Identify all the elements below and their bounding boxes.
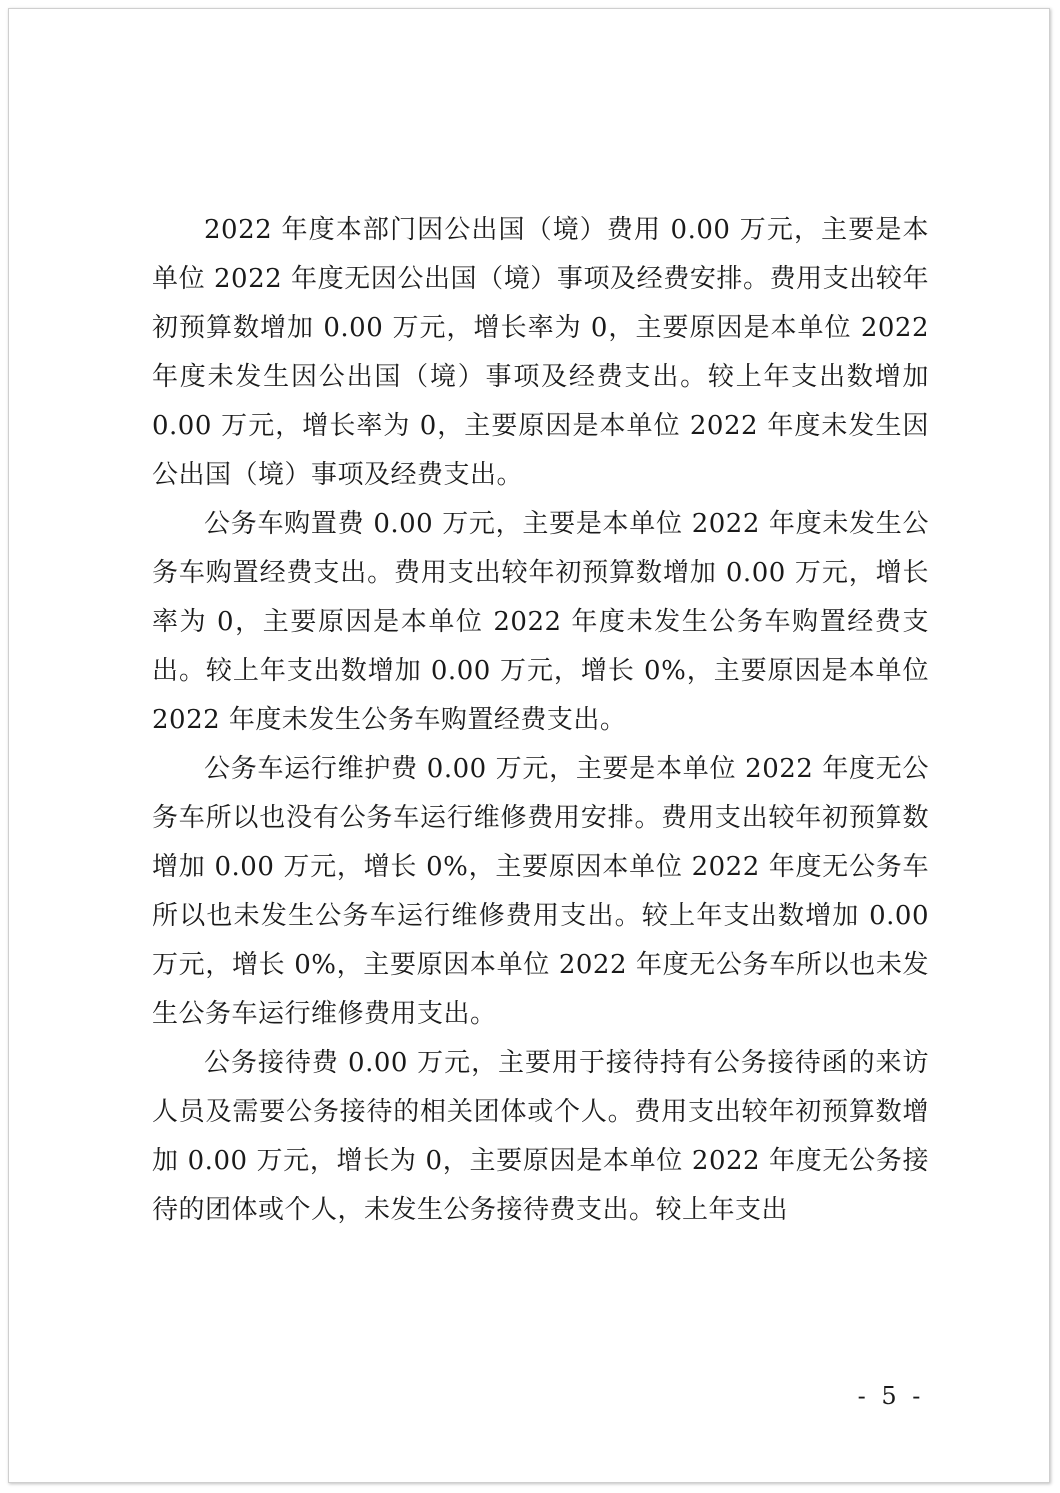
paragraph-official-reception: 公务接待费 0.00 万元，主要用于接待持有公务接待函的来访人员及需要公务接待的相关团体或个人。费用支出较年初预算数增加 0.00 万元，增长为 0，主要原因是本单位 2022 年度无公务接待的团体或个人，未发生公务接待费支出。较上年支出 <box>152 1048 929 1225</box>
paragraph-vehicle-purchase: 公务车购置费 0.00 万元，主要是本单位 2022 年度未发生公务车购置经费支出。费用支出较年初预算数增加 0.00 万元，增长率为 0，主要原因是本单位 2022 年度未发生公务车购置经费支出。较上年支出数增加 0.00 万元，增长 0%，主要原因是本单位 2022 年度未发生公务车购置经费支出。 <box>152 509 929 735</box>
document-page <box>8 8 1050 1483</box>
page-number: - 5 - <box>857 1382 925 1410</box>
paragraph-overseas-travel: 2022 年度本部门因公出国（境）费用 0.00 万元，主要是本单位 2022 年度无因公出国（境）事项及经费安排。费用支出较年初预算数增加 0.00 万元，增长率为 0，主要原因是本单位 2022 年度未发生因公出国（境）事项及经费支出。较上年支出数增加 0.00 万元，增长率为 0，主要原因是本单位 2022 年度未发生因公出国（境）事项及经费支出。 <box>152 215 929 490</box>
document-body <box>152 206 929 1235</box>
paragraph-vehicle-maintenance: 公务车运行维护费 0.00 万元，主要是本单位 2022 年度无公务车所以也没有公务车运行维修费用安排。费用支出较年初预算数增加 0.00 万元，增长 0%，主要原因本单位 2022 年度无公务车所以也未发生公务车运行维修费用支出。较上年支出数增加 0.00 万元，增长 0%，主要原因本单位 2022 年度无公务车所以也未发生公务车运行维修费用支出。 <box>152 754 929 1029</box>
